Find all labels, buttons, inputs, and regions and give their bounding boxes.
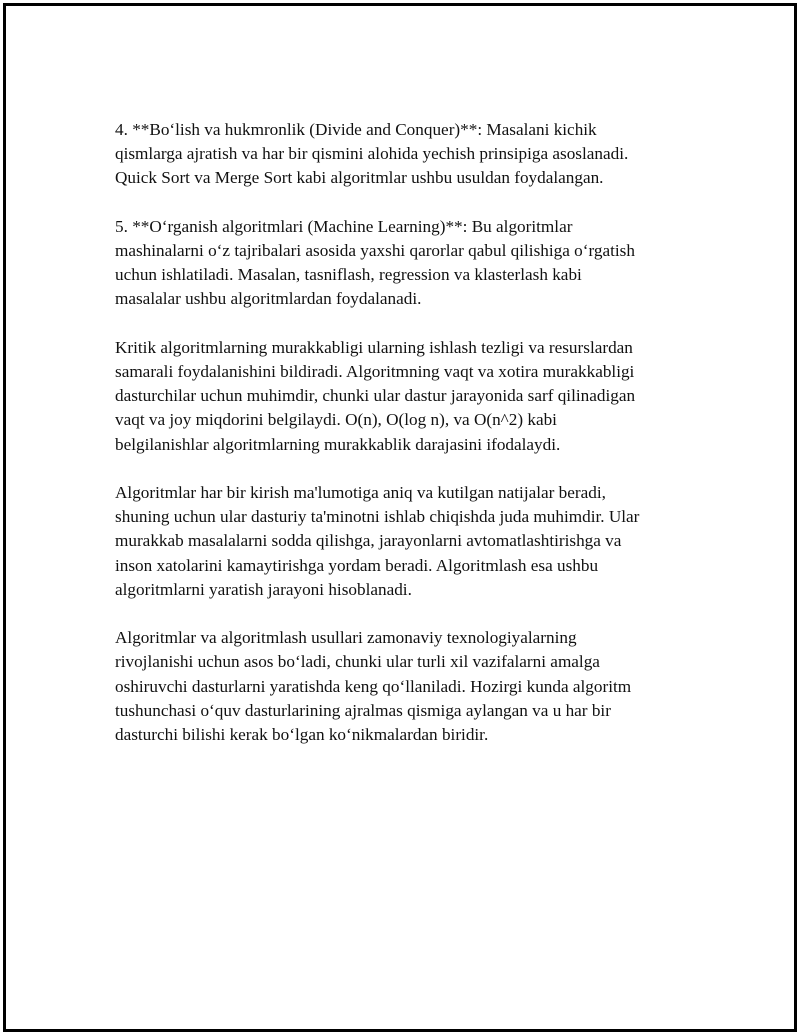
text-line: dasturchi bilishi kerak bo‘lgan ko‘nikmalardan biridir. [115, 725, 489, 745]
text-line: murakkab masalalarni sodda qilishga, jarayonlarni avtomatlashtirishga va [115, 531, 622, 551]
document-body [115, 118, 685, 771]
text-line: Algoritmlar va algoritmlash usullari zamonaviy texnologiyalarning [115, 628, 577, 648]
text-line: samarali foydalanishini bildiradi. Algoritmning vaqt va xotira murakkabligi [115, 362, 635, 381]
text-line: shuning uchun ular dasturiy ta'minotni ishlab chiqishda juda muhimdir. Ular [115, 507, 640, 527]
paragraph-conclusion [115, 626, 685, 747]
text-line: 5. **O‘rganish algoritmlari (Machine Learning)**: Bu algoritmlar [115, 216, 573, 236]
text-line: tushunchasi o‘quv dasturlarining ajralmas qismiga aylangan va u har bir [115, 700, 611, 720]
text-line: dasturchilar uchun muhimdir, chunki ular dastur jarayonida sarf qilinadigan [115, 386, 636, 406]
text-line: 4. **Bo‘lish va hukmronlik (Divide and Conquer)**: Masalani kichik [115, 120, 597, 139]
text-line: qismlarga ajratish va har bir qismini alohida yechish prinsipiga asoslanadi. [115, 144, 629, 164]
text-line: algoritmlarni yaratish jarayoni hisoblanadi. [115, 579, 412, 599]
text-line: belgilanishlar algoritmlarning murakkablik darajasini ifodalaydi. [115, 434, 561, 454]
text-line: inson xatolarini kamaytirishga yordam beradi. Algoritmlash esa ushbu [115, 555, 599, 575]
text-line: oshiruvchi dasturlarni yaratishda keng qo‘llaniladi. Hozirgi kunda algoritm [115, 676, 632, 696]
text-line: vaqt va joy miqdorini belgilaydi. O(n), O(log n), va O(n^2) kabi [115, 410, 557, 430]
paragraph-machine-learning [115, 215, 685, 312]
text-line: uchun ishlatiladi. Masalan, tasniflash, regression va klasterlash kabi [115, 265, 582, 285]
paragraph-importance [115, 481, 685, 602]
text-line: Kritik algoritmlarning murakkabligi ularning ishlash tezligi va resurslardan [115, 337, 633, 357]
text-line: rivojlanishi uchun asos bo‘ladi, chunki ular turli xil vazifalarni amalga [115, 652, 600, 672]
paragraph-divide-and-conquer [115, 118, 685, 191]
text-line: mashinalarni o‘z tajribalari asosida yaxshi qarorlar qabul qilishiga o‘rgatish [115, 241, 635, 260]
text-line: masalalar ushbu algoritmlardan foydalanadi. [115, 289, 422, 309]
paragraph-complexity [115, 336, 685, 457]
text-line: Algoritmlar har bir kirish ma'lumotiga aniq va kutilgan natijalar beradi, [115, 483, 606, 502]
text-line: Quick Sort va Merge Sort kabi algoritmlar ushbu usuldan foydalangan. [115, 168, 604, 188]
